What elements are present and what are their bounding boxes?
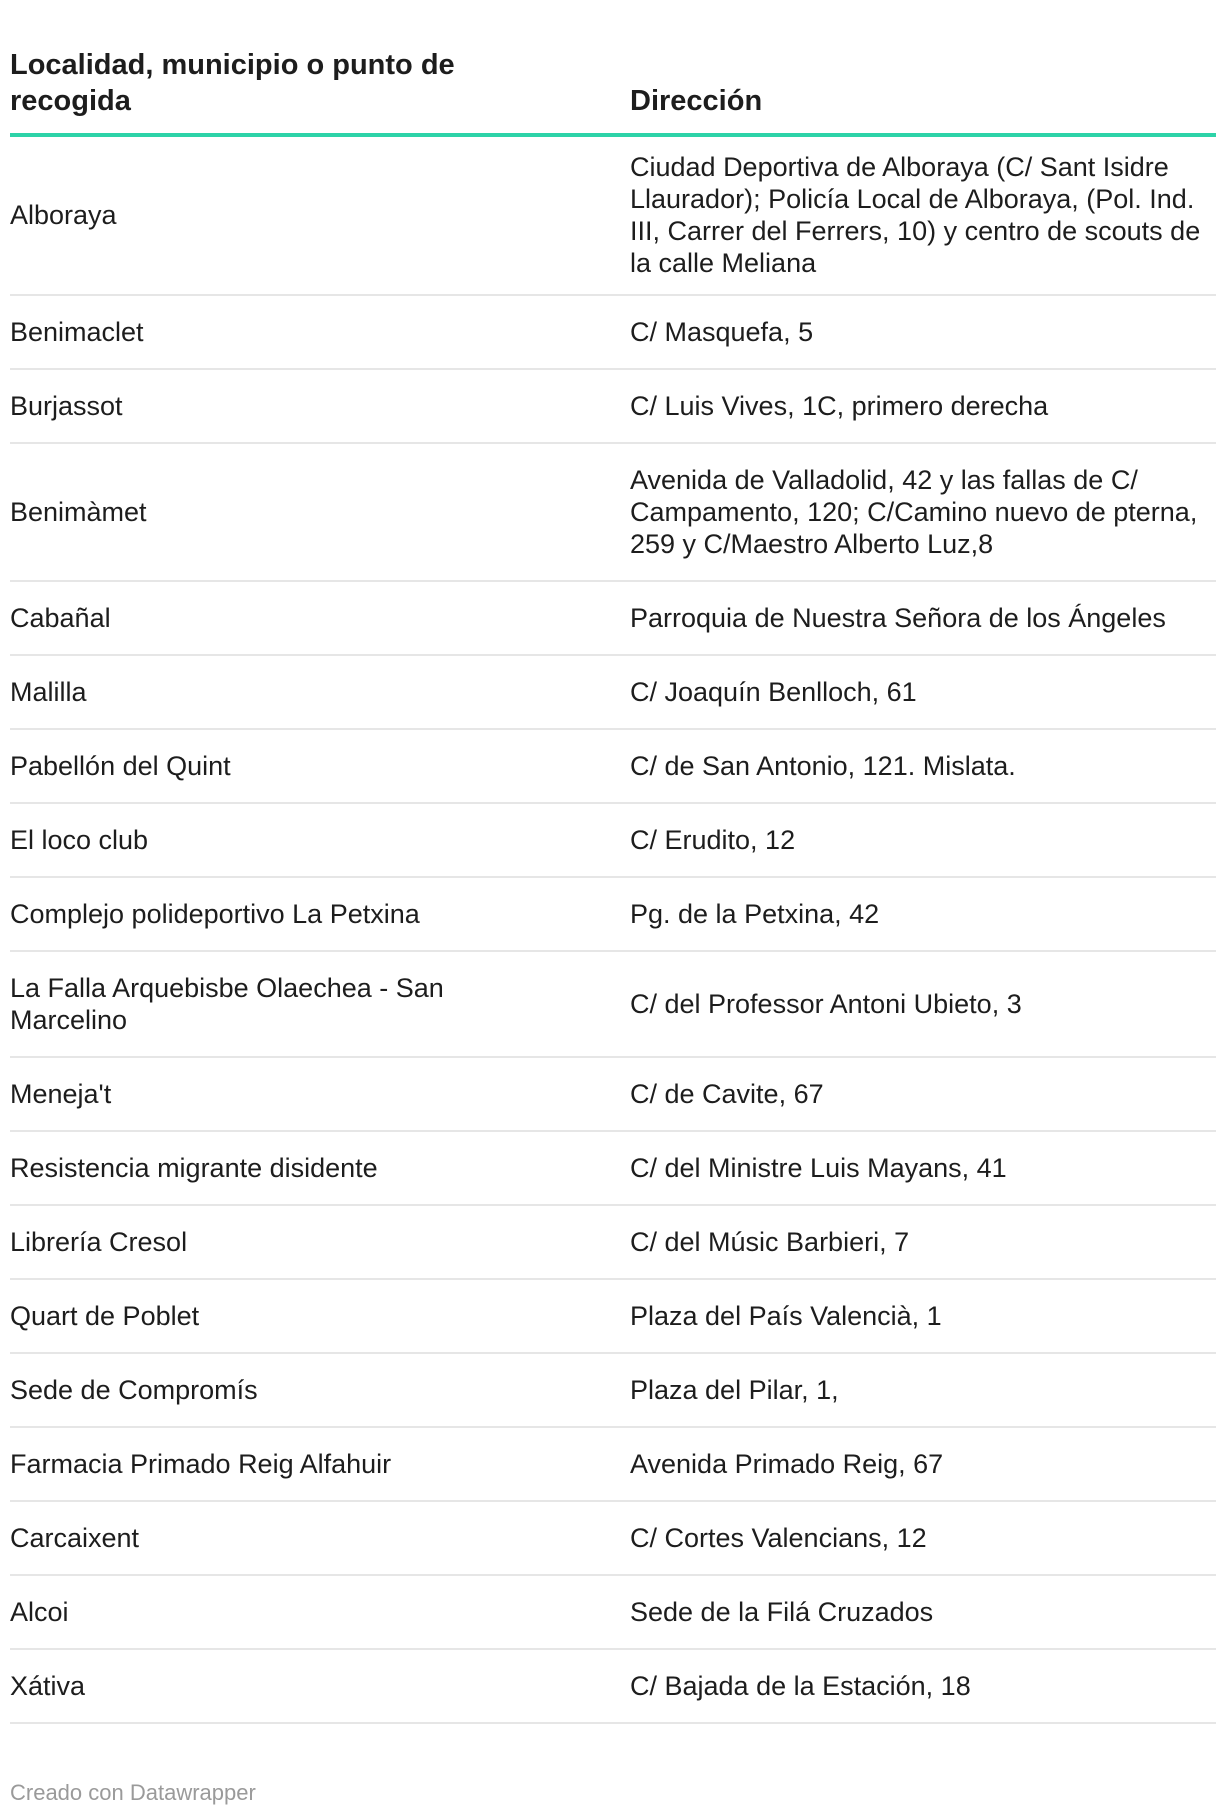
table-row [10,1501,1216,1575]
table-row [10,655,1216,729]
table-body [10,135,1216,1723]
cell-location: Quart de Poblet [10,1279,630,1353]
cell-location: Sede de Compromís [10,1353,630,1427]
cell-location: Farmacia Primado Reig Alfahuir [10,1427,630,1501]
cell-address: Sede de la Filá Cruzados [630,1575,1216,1649]
cell-location: Benimaclet [10,295,630,369]
cell-location: Alboraya [10,135,630,295]
table-row [10,369,1216,443]
cell-address: Pg. de la Petxina, 42 [630,877,1216,951]
cell-location: Carcaixent [10,1501,630,1575]
cell-address: C/ de Cavite, 67 [630,1057,1216,1131]
table-row [10,1279,1216,1353]
cell-location: Malilla [10,655,630,729]
table-row [10,1649,1216,1723]
header-address[interactable]: Dirección [630,47,1216,135]
cell-address: Avenida de Valladolid, 42 y las fallas de C/ Campamento, 120; C/Camino nuevo de pterna, 259 y C/Maestro Alberto Luz,8 [630,443,1216,581]
datawrapper-credit-link[interactable]: Creado con Datawrapper [10,1780,256,1805]
cell-address: C/ Joaquín Benlloch, 61 [630,655,1216,729]
header-row [10,47,1216,135]
cell-location: Cabañal [10,581,630,655]
header-location[interactable]: Localidad, municipio o punto de recogida [10,47,630,135]
cell-address: C/ Cortes Valencians, 12 [630,1501,1216,1575]
cell-location: La Falla Arquebisbe Olaechea - San Marcelino [10,951,630,1057]
cell-location: Complejo polideportivo La Petxina [10,877,630,951]
cell-location: Alcoi [10,1575,630,1649]
cell-address: C/ Bajada de la Estación, 18 [630,1649,1216,1723]
table-row [10,581,1216,655]
table-row [10,877,1216,951]
table-row [10,1575,1216,1649]
cell-address: Ciudad Deportiva de Alboraya (C/ Sant Isidre Llaurador); Policía Local de Alboraya, (Pol. Ind. III, Carrer del Ferrers, 10) y centro de scouts de la calle Meliana [630,135,1216,295]
cell-address: C/ Luis Vives, 1C, primero derecha [630,369,1216,443]
table-row [10,443,1216,581]
table-row [10,295,1216,369]
table-row [10,1427,1216,1501]
table-row [10,729,1216,803]
collection-points-table [10,47,1216,1724]
cell-location: Benimàmet [10,443,630,581]
cell-address: Plaza del Pilar, 1, [630,1353,1216,1427]
table-row [10,951,1216,1057]
cell-address: C/ del Ministre Luis Mayans, 41 [630,1131,1216,1205]
cell-address: Parroquia de Nuestra Señora de los Ángeles [630,581,1216,655]
table-row [10,803,1216,877]
cell-address: C/ Erudito, 12 [630,803,1216,877]
table-row [10,135,1216,295]
table-row [10,1057,1216,1131]
cell-location: Resistencia migrante disidente [10,1131,630,1205]
cell-address: Plaza del País Valencià, 1 [630,1279,1216,1353]
cell-address: C/ de San Antonio, 121. Mislata. [630,729,1216,803]
cell-location: Xátiva [10,1649,630,1723]
cell-location: Meneja't [10,1057,630,1131]
cell-location: El loco club [10,803,630,877]
cell-address: C/ Masquefa, 5 [630,295,1216,369]
cell-address: C/ del Músic Barbieri, 7 [630,1205,1216,1279]
table-row [10,1205,1216,1279]
table-row [10,1131,1216,1205]
cell-address: C/ del Professor Antoni Ubieto, 3 [630,951,1216,1057]
cell-location: Burjassot [10,369,630,443]
table-header [10,47,1216,135]
table-row [10,1353,1216,1427]
cell-address: Avenida Primado Reig, 67 [630,1427,1216,1501]
cell-location: Librería Cresol [10,1205,630,1279]
cell-location: Pabellón del Quint [10,729,630,803]
